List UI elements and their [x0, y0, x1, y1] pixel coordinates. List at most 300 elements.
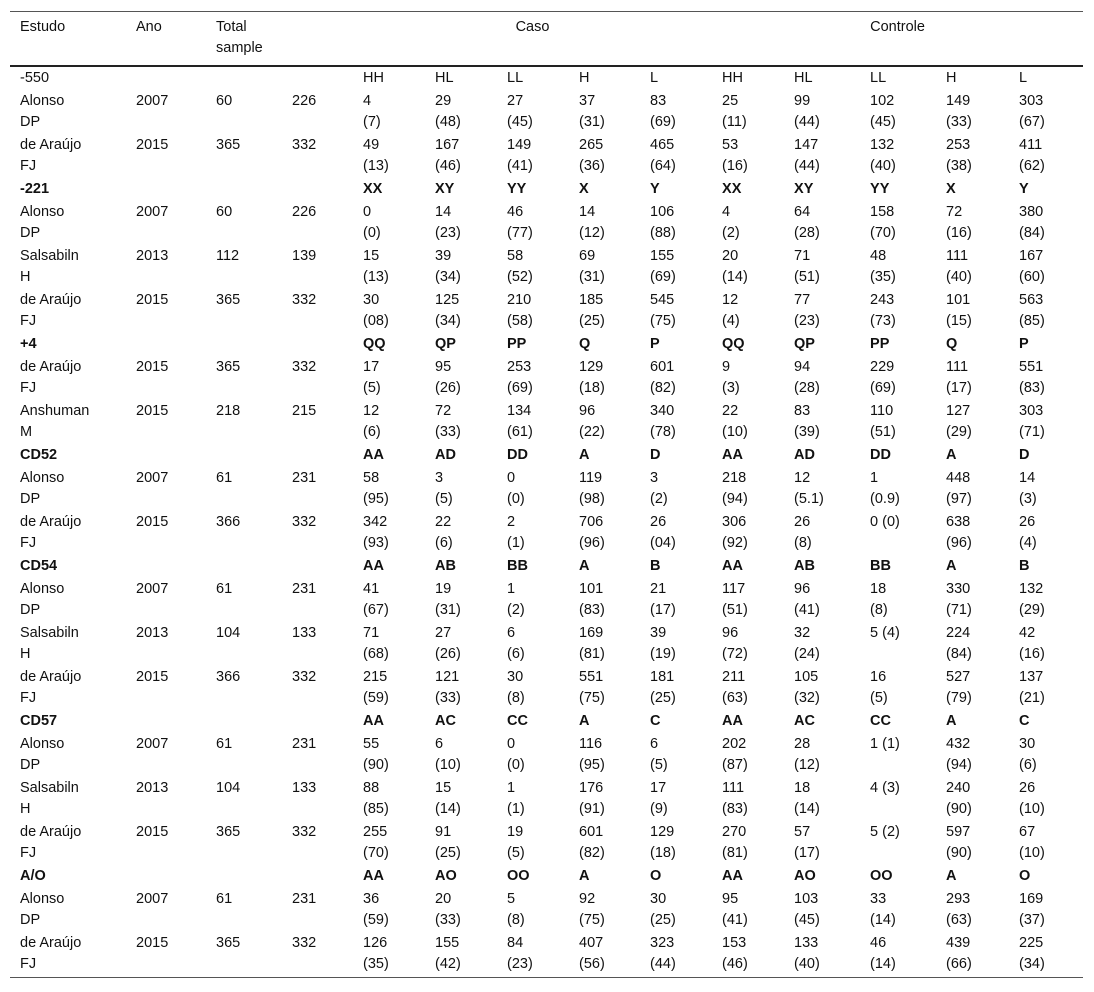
table-cell: 255 (70)	[363, 824, 389, 861]
table-cell: 601 (82)	[579, 824, 605, 861]
table-cell: 0 (0)	[507, 470, 525, 507]
table-cell: 218	[216, 403, 241, 419]
table-cell: 4 (3)	[870, 780, 900, 796]
table-cell: LL	[507, 70, 524, 86]
header-ano: Ano	[136, 19, 162, 35]
table-cell: XX	[722, 181, 742, 197]
table-row	[10, 932, 1083, 978]
table-cell: 231	[292, 891, 317, 907]
table-cell: 14 (12)	[579, 204, 605, 241]
study-cell: de Araújo FJ	[20, 292, 82, 329]
table-cell: 439 (66)	[946, 935, 972, 972]
table-row	[10, 777, 1083, 821]
table-cell: 4 (2)	[722, 204, 740, 241]
table-cell: 26 (10)	[1019, 780, 1045, 817]
table-cell: AC	[794, 713, 815, 729]
table-cell: 37 (31)	[579, 93, 605, 130]
table-cell: AO	[794, 868, 816, 884]
table-cell: 20 (14)	[722, 248, 748, 285]
table-cell: 229 (69)	[870, 359, 896, 396]
table-cell: 19 (31)	[435, 581, 461, 618]
table-body	[10, 66, 1083, 978]
table-cell: 265 (36)	[579, 137, 605, 174]
table-cell: CC	[507, 713, 528, 729]
table-cell: 21 (17)	[650, 581, 676, 618]
table-cell: 102 (45)	[870, 93, 896, 130]
group-label: -221	[20, 181, 50, 197]
table-cell: 224 (84)	[946, 625, 972, 662]
study-cell: Anshuman M	[20, 403, 90, 440]
table-cell	[126, 710, 206, 733]
table-cell: AA	[363, 558, 384, 574]
table-cell	[206, 710, 282, 733]
table-cell: OO	[870, 868, 893, 884]
table-cell: 240 (90)	[946, 780, 972, 817]
table-cell: PP	[507, 336, 527, 352]
table-cell: 22 (6)	[435, 514, 453, 551]
table-cell: 103 (45)	[794, 891, 820, 928]
table-cell: 27 (26)	[435, 625, 461, 662]
table-cell: 332	[292, 669, 317, 685]
table-cell: 104	[216, 625, 241, 641]
table-cell: 215 (59)	[363, 669, 389, 706]
table-cell: Q	[579, 336, 591, 352]
table-cell: 46 (14)	[870, 935, 896, 972]
table-cell: 270 (81)	[722, 824, 748, 861]
table-cell: 638 (96)	[946, 514, 972, 551]
table-row	[10, 467, 1083, 511]
table-cell: C	[650, 713, 661, 729]
table-cell: 111 (40)	[946, 248, 972, 285]
table-cell	[282, 66, 353, 90]
table-cell: 94 (28)	[794, 359, 820, 396]
table-cell: DD	[870, 447, 891, 463]
table-cell: A	[579, 558, 590, 574]
table-cell: 12 (5.1)	[794, 470, 824, 507]
table-cell: 2007	[136, 891, 169, 907]
table-cell: 226	[292, 93, 317, 109]
study-cell: Alonso DP	[20, 736, 65, 773]
table-cell: 125 (34)	[435, 292, 461, 329]
table-cell: 365	[216, 292, 241, 308]
table-cell: O	[1019, 868, 1031, 884]
table-cell: LL	[870, 70, 887, 86]
table-cell: 99 (44)	[794, 93, 820, 130]
table-cell: AA	[363, 868, 384, 884]
table-cell	[282, 333, 353, 356]
table-cell: AA	[363, 713, 384, 729]
table-cell	[126, 555, 206, 578]
table-cell: 12 (4)	[722, 292, 740, 329]
table-cell	[206, 178, 282, 201]
study-cell: Alonso DP	[20, 470, 65, 507]
table-cell: 61	[216, 891, 233, 907]
table-cell: 55 (90)	[363, 736, 389, 773]
table-cell: 169 (37)	[1019, 891, 1045, 928]
table-cell: 28 (12)	[794, 736, 820, 773]
table-cell: 88 (85)	[363, 780, 389, 817]
table-cell: 15 (14)	[435, 780, 461, 817]
table-cell: P	[650, 336, 660, 352]
table-cell: 2007	[136, 581, 169, 597]
table-cell: H	[946, 70, 957, 86]
table-cell: AO	[435, 868, 457, 884]
table-cell: 101 (15)	[946, 292, 972, 329]
table-cell: 2013	[136, 780, 169, 796]
table-cell: 26 (8)	[794, 514, 812, 551]
table-cell: 64 (28)	[794, 204, 820, 241]
table-cell: 448 (97)	[946, 470, 972, 507]
header-n	[282, 12, 353, 67]
table-cell	[206, 555, 282, 578]
table-cell: 365	[216, 137, 241, 153]
table-cell: QP	[435, 336, 456, 352]
study-cell: de Araújo FJ	[20, 514, 82, 551]
table-cell: 226	[292, 204, 317, 220]
table-row	[10, 578, 1083, 622]
table-cell: 2015	[136, 935, 169, 951]
table-cell: 17 (9)	[650, 780, 668, 817]
table-cell: 106 (88)	[650, 204, 676, 241]
table-cell: 33 (14)	[870, 891, 896, 928]
table-cell: XX	[363, 181, 383, 197]
table-cell: 137 (21)	[1019, 669, 1045, 706]
table-cell: 129 (18)	[579, 359, 605, 396]
table-cell: 129 (18)	[650, 824, 676, 861]
table-cell: 149 (41)	[507, 137, 533, 174]
table-cell: 18 (8)	[870, 581, 888, 618]
table-cell: 323 (44)	[650, 935, 676, 972]
table-cell: 155 (42)	[435, 935, 461, 972]
table-cell	[282, 710, 353, 733]
table-cell: 126 (35)	[363, 935, 389, 972]
table-cell: AD	[435, 447, 456, 463]
table-cell: 597 (90)	[946, 824, 972, 861]
table-cell: 365	[216, 935, 241, 951]
table-cell: 61	[216, 470, 233, 486]
table-cell: 2015	[136, 403, 169, 419]
table-cell	[126, 66, 206, 90]
study-cell: Alonso DP	[20, 581, 65, 618]
table-cell: 2013	[136, 625, 169, 641]
table-cell	[282, 555, 353, 578]
table-cell: CC	[870, 713, 891, 729]
table-cell: 46 (77)	[507, 204, 533, 241]
table-cell: 253 (69)	[507, 359, 533, 396]
table-cell: HH	[722, 70, 743, 86]
table-cell: 105 (32)	[794, 669, 820, 706]
table-cell	[126, 444, 206, 467]
table-cell: 30 (8)	[507, 669, 525, 706]
table-cell: A	[946, 558, 957, 574]
table-row	[10, 245, 1083, 289]
table-cell: 332	[292, 359, 317, 375]
table-cell: A	[579, 868, 590, 884]
table-cell: HL	[794, 70, 813, 86]
table-cell: 32 (24)	[794, 625, 820, 662]
table-cell: 432 (94)	[946, 736, 972, 773]
table-cell: DD	[507, 447, 528, 463]
table-cell: 134 (61)	[507, 403, 533, 440]
table-cell: 2015	[136, 292, 169, 308]
table-cell: 116 (95)	[579, 736, 605, 773]
table-container	[10, 11, 1083, 978]
table-cell: 25 (11)	[722, 93, 747, 130]
table-cell: 153 (46)	[722, 935, 748, 972]
table-cell: 1 (1)	[870, 736, 900, 752]
table-cell: Y	[1019, 181, 1029, 197]
table-cell: 527 (79)	[946, 669, 972, 706]
table-cell: 2007	[136, 93, 169, 109]
table-cell: 12 (6)	[363, 403, 381, 440]
table-cell: 332	[292, 137, 317, 153]
table-cell: 169 (81)	[579, 625, 605, 662]
table-cell: 158 (70)	[870, 204, 896, 241]
table-cell: 72 (16)	[946, 204, 972, 241]
study-cell: Salsabiln H	[20, 780, 79, 817]
study-cell: de Araújo FJ	[20, 669, 82, 706]
table-row	[10, 821, 1083, 865]
table-cell	[126, 333, 206, 356]
table-cell: 14 (23)	[435, 204, 461, 241]
table-cell: 133	[292, 780, 317, 796]
group-row	[10, 444, 1083, 467]
table-row	[10, 400, 1083, 444]
table-cell: 5 (4)	[870, 625, 900, 641]
table-cell: 181 (25)	[650, 669, 676, 706]
table-cell: 231	[292, 581, 317, 597]
table-cell: 6 (10)	[435, 736, 461, 773]
table-cell: 16 (5)	[870, 669, 888, 706]
table-cell: 72 (33)	[435, 403, 461, 440]
table-cell: 149 (33)	[946, 93, 972, 130]
table-cell: 111 (17)	[946, 359, 972, 396]
table-cell: 1 (0.9)	[870, 470, 900, 507]
table-cell: 57 (17)	[794, 824, 820, 861]
table-cell: 49 (13)	[363, 137, 389, 174]
table-cell: AD	[794, 447, 815, 463]
table-cell: 167 (46)	[435, 137, 461, 174]
table-cell: 380 (84)	[1019, 204, 1045, 241]
table-cell: X	[579, 181, 589, 197]
table-cell: 1 (2)	[507, 581, 525, 618]
table-cell: 563 (85)	[1019, 292, 1045, 329]
table-row	[10, 888, 1083, 932]
table-cell: AA	[722, 868, 743, 884]
table-cell: 0 (0)	[507, 736, 525, 773]
table-cell: 22 (10)	[722, 403, 748, 440]
table-cell: 41 (67)	[363, 581, 389, 618]
table-cell: 95 (41)	[722, 891, 748, 928]
table-cell: 133 (40)	[794, 935, 820, 972]
table-cell: PP	[870, 336, 890, 352]
table-cell: QQ	[363, 336, 386, 352]
table-cell: 132 (40)	[870, 137, 896, 174]
table-cell: AC	[435, 713, 456, 729]
table-cell: 91 (25)	[435, 824, 461, 861]
table-cell: 127 (29)	[946, 403, 972, 440]
table-cell: BB	[507, 558, 528, 574]
table-cell: 465 (64)	[650, 137, 676, 174]
table-cell: 2007	[136, 204, 169, 220]
group-label: CD54	[20, 558, 58, 574]
header-caso: Caso	[515, 19, 550, 35]
table-cell: 218 (94)	[722, 470, 748, 507]
table-cell: 20 (33)	[435, 891, 461, 928]
study-cell: Alonso DP	[20, 891, 65, 928]
header-controle: Controle	[870, 19, 925, 35]
table-row	[10, 733, 1083, 777]
table-cell: 332	[292, 292, 317, 308]
table-cell: 185 (25)	[579, 292, 605, 329]
table-cell: 139	[292, 248, 317, 264]
table-cell: 92 (75)	[579, 891, 605, 928]
table-cell: YY	[870, 181, 890, 197]
table-cell: 303 (67)	[1019, 93, 1045, 130]
table-cell: 2 (1)	[507, 514, 525, 551]
table-cell: 176 (91)	[579, 780, 605, 817]
table-cell: XY	[435, 181, 455, 197]
table-cell: BB	[870, 558, 891, 574]
table-row	[10, 90, 1083, 134]
table-cell	[282, 444, 353, 467]
table-cell: AB	[435, 558, 456, 574]
table-cell	[282, 865, 353, 888]
table-cell: A	[946, 868, 957, 884]
table-cell: L	[650, 70, 659, 86]
header-estudo: Estudo	[20, 19, 66, 35]
table-cell: 104	[216, 780, 241, 796]
table-cell: 84 (23)	[507, 935, 533, 972]
table-cell: 2007	[136, 470, 169, 486]
table-cell: 366	[216, 669, 241, 685]
table-cell: QP	[794, 336, 815, 352]
group-label: -550	[20, 70, 50, 86]
table-cell: 366	[216, 514, 241, 530]
table-cell: 39 (19)	[650, 625, 676, 662]
table-cell: 111 (83)	[722, 780, 748, 817]
study-cell: de Araújo FJ	[20, 824, 82, 861]
table-cell: AA	[722, 447, 743, 463]
table-cell	[126, 865, 206, 888]
table-cell: 39 (34)	[435, 248, 461, 285]
table-cell: 332	[292, 514, 317, 530]
table-cell: 340 (78)	[650, 403, 676, 440]
group-row	[10, 710, 1083, 733]
table-cell: D	[650, 447, 661, 463]
table-cell: 58 (52)	[507, 248, 533, 285]
table-cell: 332	[292, 824, 317, 840]
table-cell	[282, 178, 353, 201]
table-cell: 243 (73)	[870, 292, 896, 329]
table-cell: 601 (82)	[650, 359, 676, 396]
table-cell: 96 (22)	[579, 403, 605, 440]
table-cell: 101 (83)	[579, 581, 605, 618]
table-cell: 167 (60)	[1019, 248, 1045, 285]
group-row	[10, 66, 1083, 90]
study-cell: de Araújo FJ	[20, 935, 82, 972]
table-cell: O	[650, 868, 662, 884]
header-row	[10, 12, 1083, 67]
table-cell: 27 (45)	[507, 93, 533, 130]
table-cell: Q	[946, 336, 958, 352]
table-cell: 48 (35)	[870, 248, 896, 285]
table-cell: YY	[507, 181, 527, 197]
genotype-table	[10, 11, 1083, 978]
table-cell: 71 (51)	[794, 248, 820, 285]
table-cell: 19 (5)	[507, 824, 525, 861]
table-cell: 36 (59)	[363, 891, 389, 928]
table-cell: A	[579, 447, 590, 463]
table-cell: 332	[292, 935, 317, 951]
table-cell: AA	[722, 713, 743, 729]
table-row	[10, 289, 1083, 333]
table-cell: 215	[292, 403, 317, 419]
table-cell: 132 (29)	[1019, 581, 1045, 618]
table-cell: 112	[216, 248, 240, 264]
table-cell: 119 (98)	[579, 470, 605, 507]
table-cell: 30 (08)	[363, 292, 389, 329]
table-cell: A	[579, 713, 590, 729]
table-cell: P	[1019, 336, 1029, 352]
table-cell: 6 (5)	[650, 736, 668, 773]
table-cell: 67 (10)	[1019, 824, 1045, 861]
table-cell: 231	[292, 736, 317, 752]
table-cell: QQ	[722, 336, 745, 352]
table-cell: 30 (25)	[650, 891, 676, 928]
study-cell: Alonso DP	[20, 93, 65, 130]
header-total-sample: Total sample	[216, 19, 263, 56]
table-cell: 0 (0)	[363, 204, 381, 241]
table-cell: 411 (62)	[1019, 137, 1045, 174]
table-cell: OO	[507, 868, 530, 884]
table-cell: 69 (31)	[579, 248, 605, 285]
table-cell: 53 (16)	[722, 137, 748, 174]
table-cell: 61	[216, 736, 233, 752]
table-row	[10, 201, 1083, 245]
table-row	[10, 356, 1083, 400]
table-cell: 342 (93)	[363, 514, 389, 551]
table-cell: H	[579, 70, 590, 86]
table-cell: 2015	[136, 669, 169, 685]
table-cell: HL	[435, 70, 454, 86]
table-cell: 14 (3)	[1019, 470, 1037, 507]
table-cell: 9 (3)	[722, 359, 740, 396]
table-cell: C	[1019, 713, 1030, 729]
table-cell: X	[946, 181, 956, 197]
table-cell: D	[1019, 447, 1030, 463]
table-cell: 3 (5)	[435, 470, 453, 507]
table-cell: 2015	[136, 359, 169, 375]
table-cell: AA	[722, 558, 743, 574]
table-cell: 2013	[136, 248, 169, 264]
table-cell: 121 (33)	[435, 669, 461, 706]
table-cell: 4 (7)	[363, 93, 381, 130]
table-cell: 30 (6)	[1019, 736, 1037, 773]
table-cell: 42 (16)	[1019, 625, 1045, 662]
group-row	[10, 555, 1083, 578]
table-cell: 5 (8)	[507, 891, 525, 928]
table-cell: A	[946, 447, 957, 463]
table-cell: L	[1019, 70, 1028, 86]
table-cell: 330 (71)	[946, 581, 972, 618]
group-label: A/O	[20, 868, 46, 884]
table-cell: 253 (38)	[946, 137, 972, 174]
table-cell: 96 (72)	[722, 625, 748, 662]
table-cell: 545 (75)	[650, 292, 676, 329]
table-cell: 60	[216, 204, 233, 220]
table-cell: 293 (63)	[946, 891, 972, 928]
